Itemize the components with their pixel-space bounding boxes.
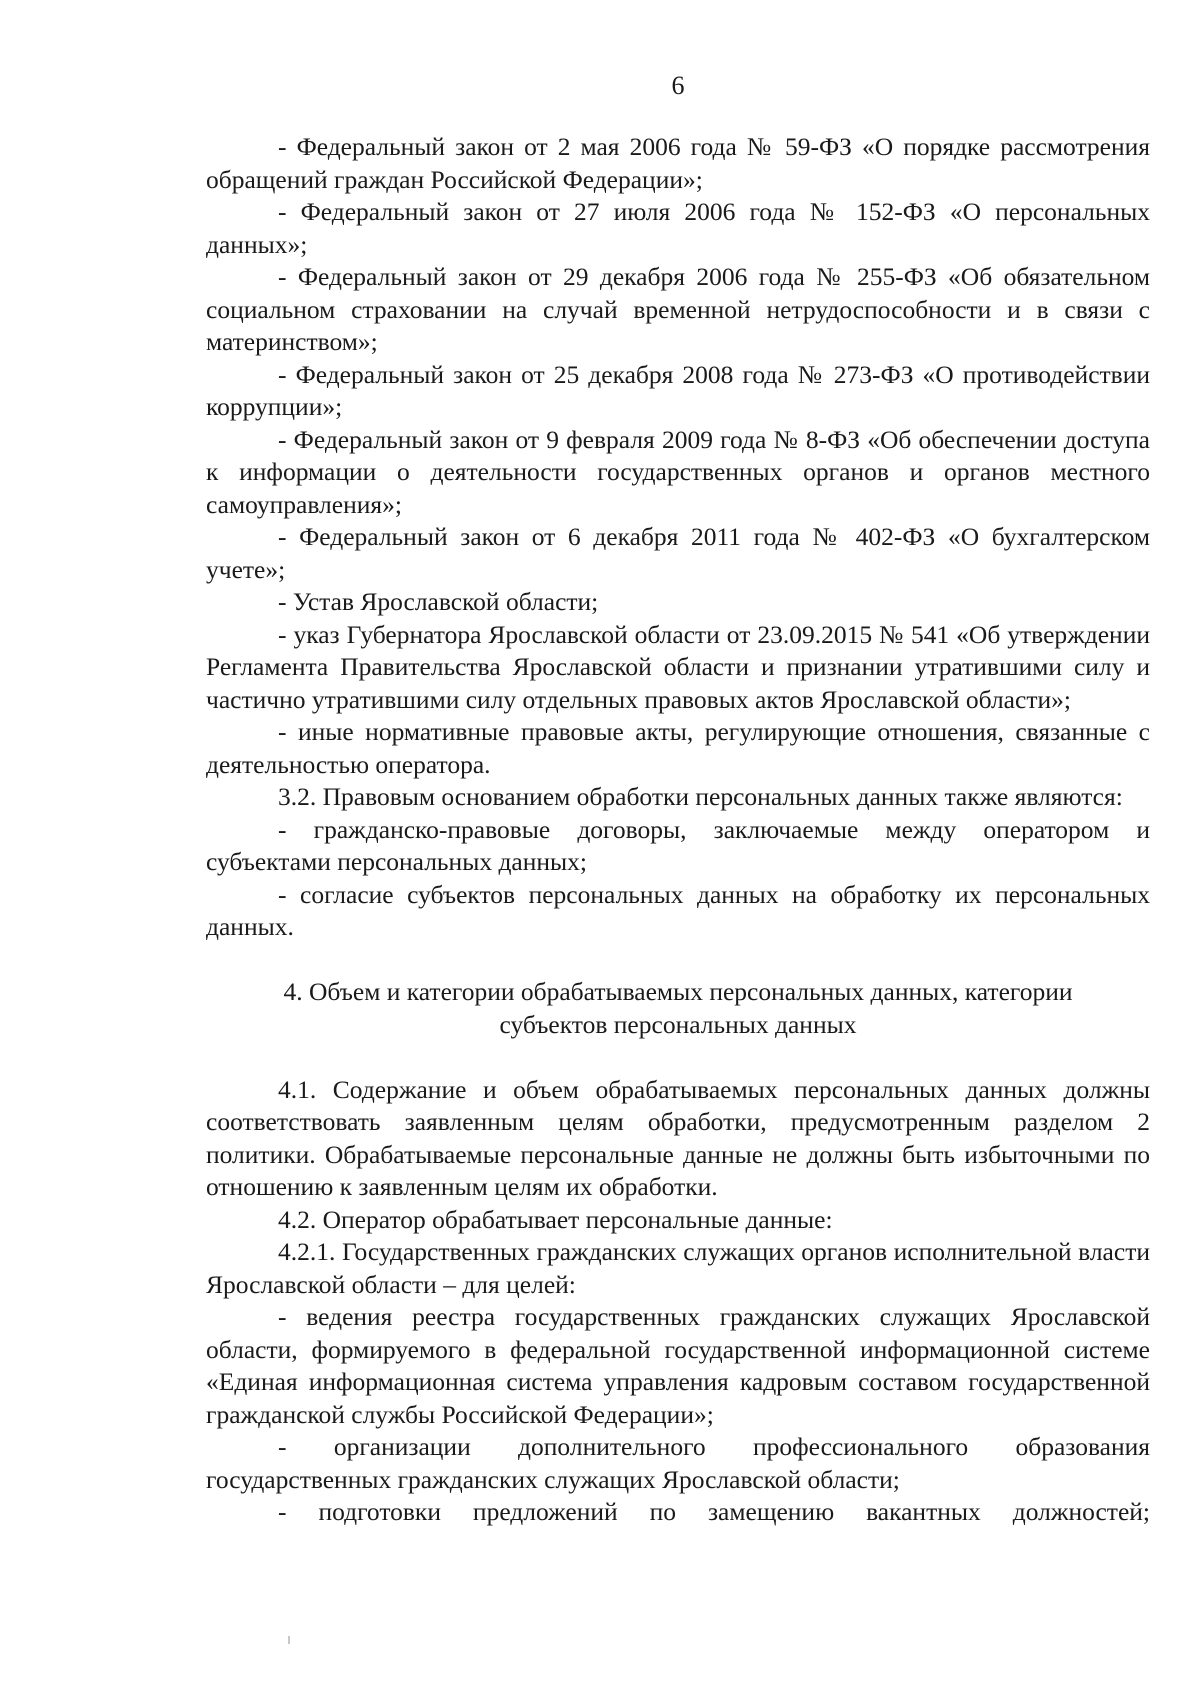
paragraph-law-59fz: - Федеральный закон от 2 мая 2006 года № 59-ФЗ «О порядке рассмотрения обращений граждан Российской Федерации»; xyxy=(206,132,1150,194)
paragraph-4-1: 4.1. Содержание и объем обрабатываемых персональных данных должны соответствовать заявленным целям обработки, предусмотренным разделом 2 политики. Обрабатываемые персональные данные не должны быть избыточными по отношению к заявленным целям их обработки. xyxy=(206,1074,1150,1201)
paragraph-consent: - согласие субъектов персональных данных на обработку их персональных данных. xyxy=(206,879,1150,941)
paragraph-registry: - ведения реестра государственных гражданских служащих Ярославской области, формируемого в федеральной государственной информационной системе «Единая информационная система управления кадровым составом государственной гражданской службы Российской Федерации»; xyxy=(206,1302,1150,1429)
paragraph-3-2: 3.2. Правовым основанием обработки персональных данных также являются: xyxy=(278,782,1123,811)
paragraph-law-255fz: - Федеральный закон от 29 декабря 2006 года № 255-ФЗ «Об обязательном социальном страховании на случай временной нетрудоспособности и в связи с материнством»; xyxy=(206,262,1150,356)
section-heading-line-2: субъектов персональных данных xyxy=(499,1009,857,1039)
scan-artifact xyxy=(288,1636,290,1644)
paragraph-governor-decree: - указ Губернатора Ярославской области от 23.09.2015 № 541 «Об утверждении Регламента Правительства Ярославской области и признании утратившими силу и частично утратившими силу отдельных правовых актов Ярославской области»; xyxy=(206,619,1150,714)
paragraph-law-152fz: - Федеральный закон от 27 июля 2006 года № 152-ФЗ «О персональных данных»; xyxy=(206,197,1150,259)
document-body xyxy=(206,131,1150,1529)
paragraph-4-2: 4.2. Оператор обрабатывает персональные данные: xyxy=(278,1204,833,1234)
spacer xyxy=(206,1041,1150,1074)
paragraph-law-402fz: - Федеральный закон от 6 декабря 2011 года № 402-ФЗ «О бухгалтерском учете»; xyxy=(206,522,1150,584)
paragraph-law-273fz: - Федеральный закон от 25 декабря 2008 года № 273-ФЗ «О противодействии коррупции»; xyxy=(206,359,1150,421)
paragraph-civil-contracts: - гражданско-правовые договоры, заключаемые между оператором и субъектами персональных данных; xyxy=(206,814,1150,876)
paragraph-law-8fz: - Федеральный закон от 9 февраля 2009 года № 8-ФЗ «Об обеспечении доступа к информации о деятельности государственных органов и органов местного самоуправления»; xyxy=(206,424,1150,519)
paragraph-education: - организации дополнительного профессионального образования государственных гражданских служащих Ярославской области; xyxy=(206,1432,1150,1494)
paragraph-other-acts: - иные нормативные правовые акты, регулирующие отношения, связанные с деятельностью оператора. xyxy=(206,717,1150,779)
section-heading-line-1: 4. Объем и категории обрабатываемых персональных данных, категории xyxy=(283,977,1073,1006)
paragraph-vacancies: - подготовки предложений по замещению вакантных должностей; xyxy=(278,1497,1150,1526)
page-number: 6 xyxy=(671,71,685,100)
spacer xyxy=(206,944,1150,977)
paragraph-charter: - Устав Ярославской области; xyxy=(278,587,599,616)
paragraph-4-2-1: 4.2.1. Государственных гражданских служащих органов исполнительной власти Ярославской области – для целей: xyxy=(206,1237,1150,1299)
